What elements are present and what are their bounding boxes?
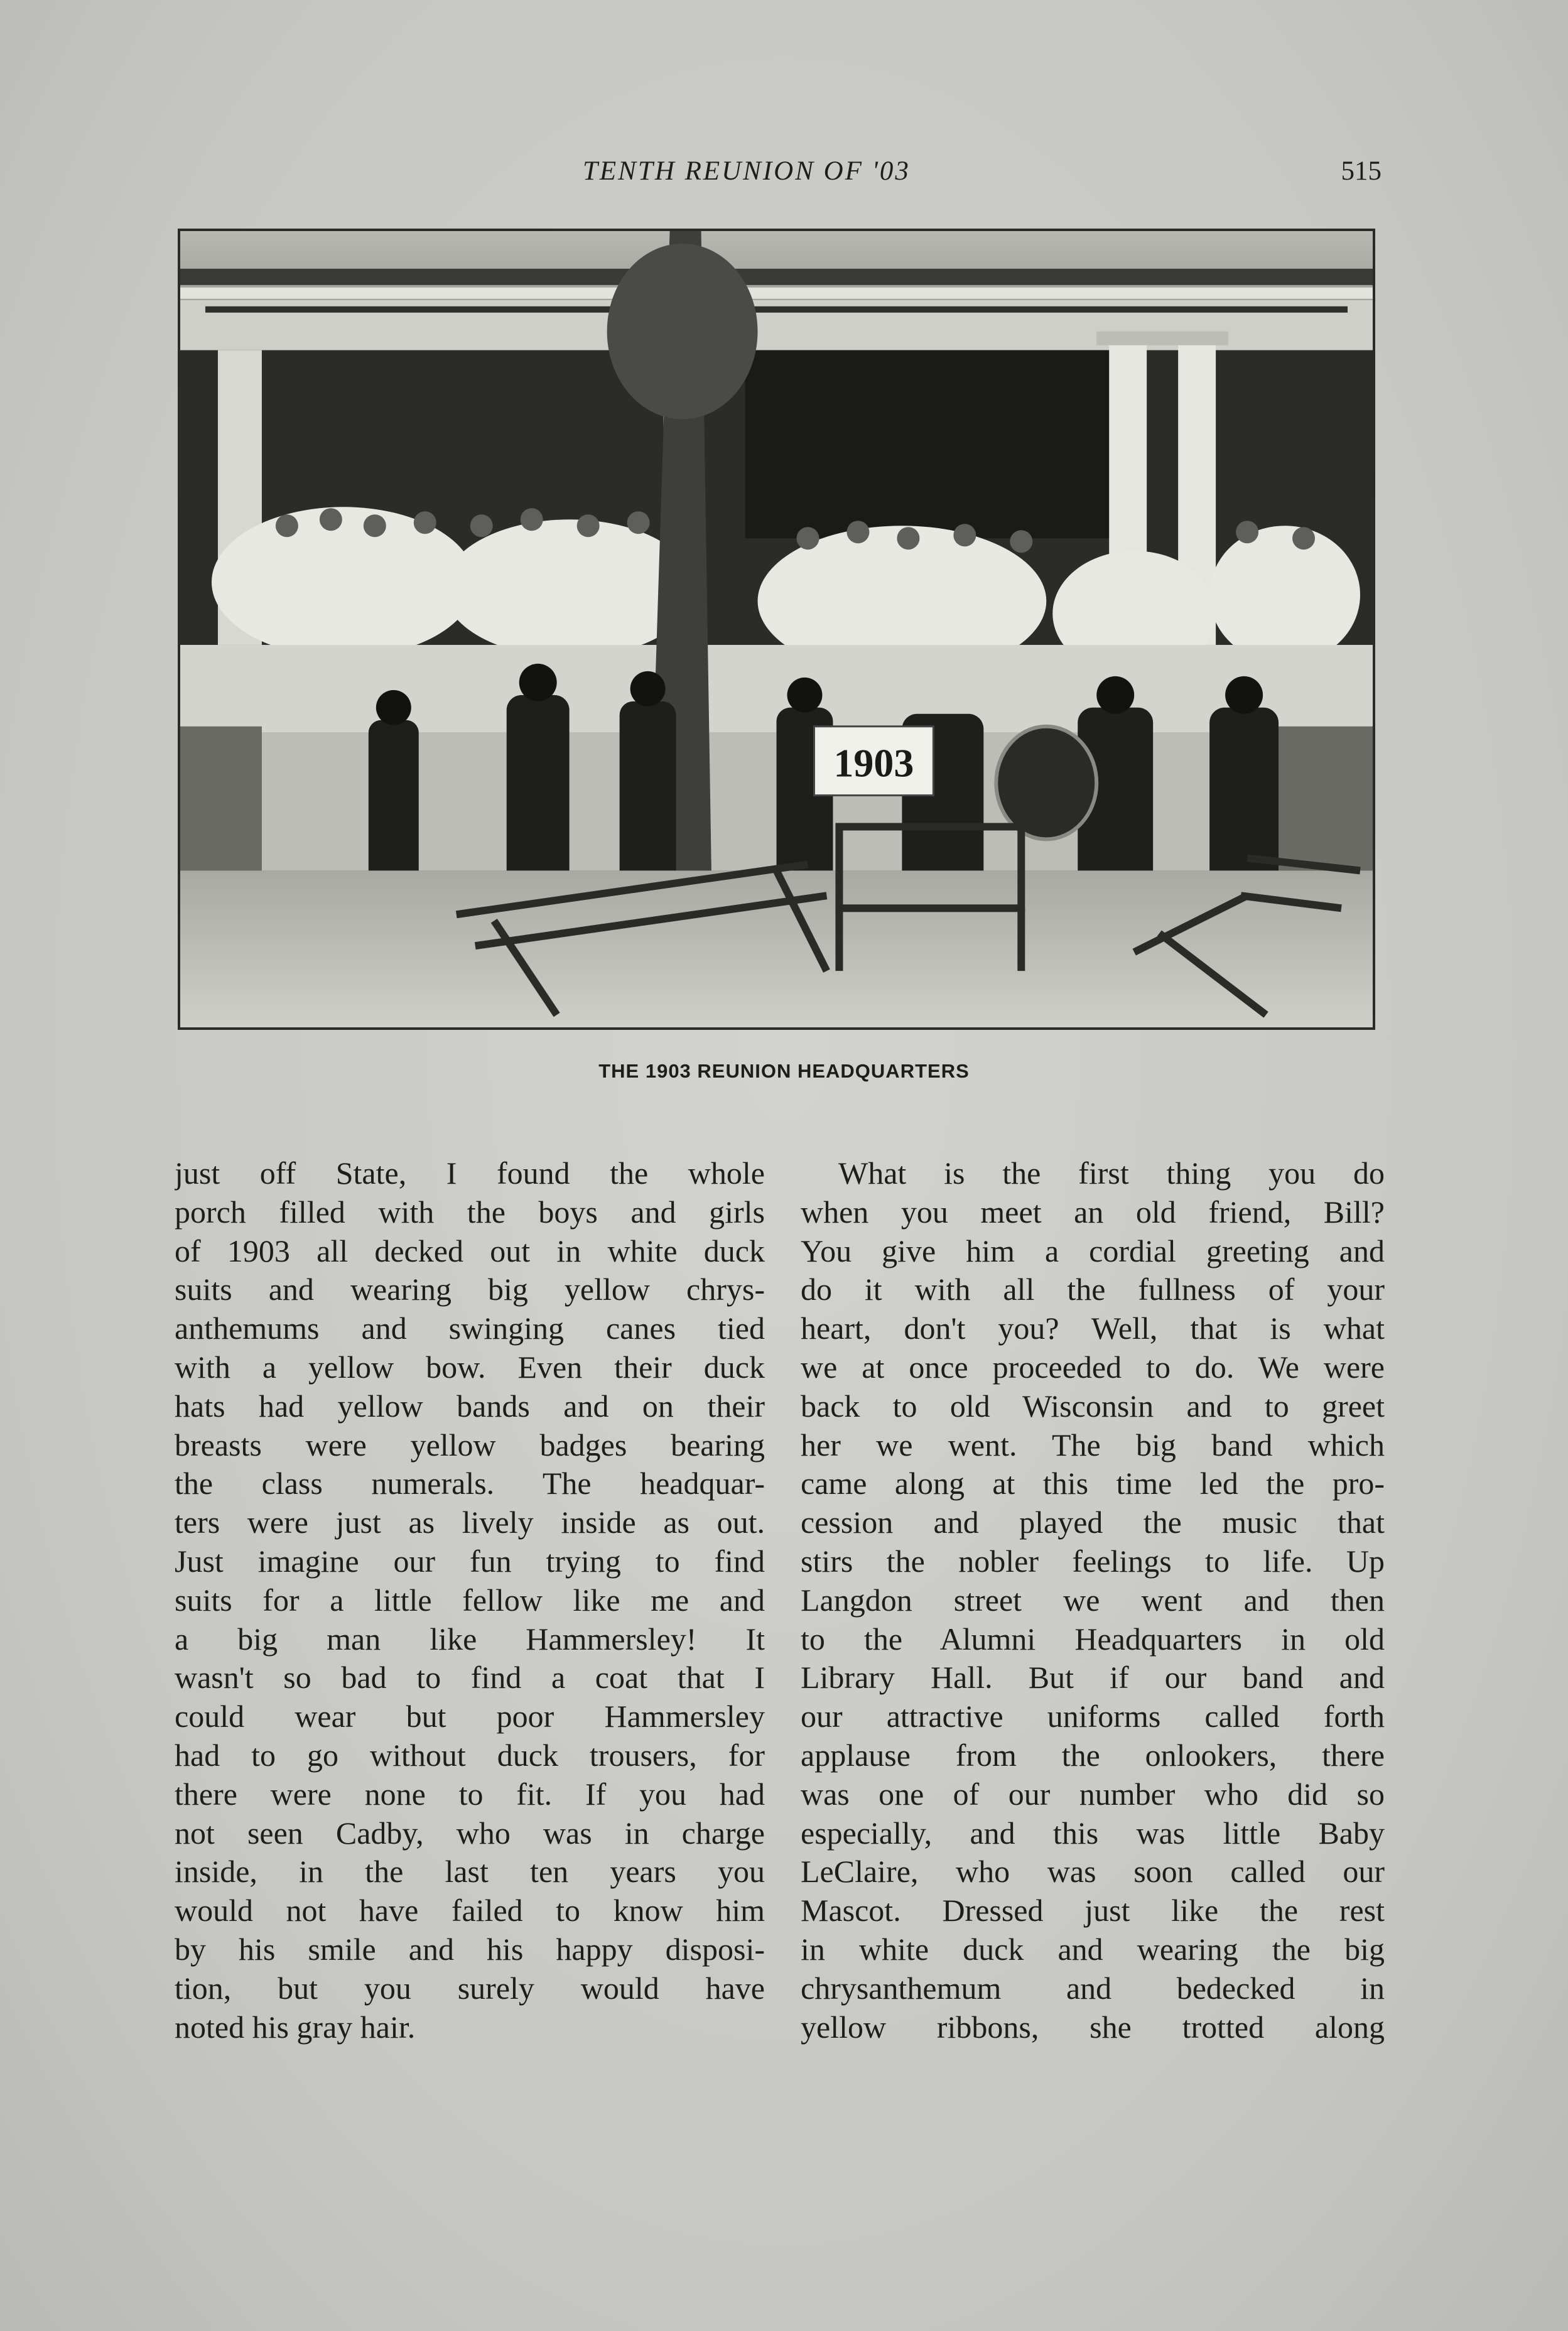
text-line: our attractive uniforms called forth: [801, 1699, 1385, 1734]
text-line: cession and played the music that: [801, 1505, 1385, 1540]
text-line: chrysanthemum and bedecked in: [801, 1970, 1385, 2006]
text-line: yellow ribbons, she trotted along: [801, 2009, 1385, 2045]
text-line: there were none to fit. If you had: [175, 1776, 765, 1812]
text-line: to the Alumni Headquarters in old: [801, 1621, 1385, 1657]
text-line: noted his gray hair.: [175, 2009, 416, 2045]
sign-1903: 1903: [833, 740, 914, 786]
text-line: with a yellow bow. Even their duck: [175, 1349, 765, 1385]
text-line: in white duck and wearing the big: [801, 1931, 1385, 1967]
text-line: came along at this time led the pro-: [801, 1466, 1385, 1501]
text-line: porch filled with the boys and girls: [175, 1194, 765, 1230]
text-line: just off State, I found the whole: [175, 1155, 765, 1191]
text-line: by his smile and his happy disposi-: [175, 1931, 765, 1967]
text-line: applause from the onlookers, there: [801, 1737, 1385, 1773]
text-line: anthemums and swinging canes tied: [175, 1311, 765, 1346]
right-column: [801, 1154, 1385, 2047]
running-title: TENTH REUNION OF '03: [583, 156, 911, 186]
text-line: suits and wearing big yellow chrys-: [175, 1272, 765, 1307]
text-line: not seen Cadby, who was in charge: [175, 1815, 765, 1851]
text-line: What is the first thing you do: [838, 1155, 1385, 1191]
reunion-photograph: [178, 229, 1375, 1030]
text-line: would not have failed to know him: [175, 1893, 765, 1928]
page-number: 515: [1341, 156, 1381, 186]
text-line: LeClaire, who was soon called our: [801, 1854, 1385, 1890]
text-line: her we went. The big band which: [801, 1427, 1385, 1463]
text-line: do it with all the fullness of your: [801, 1272, 1385, 1307]
text-line: stirs the nobler feelings to life. Up: [801, 1543, 1385, 1579]
text-line: tion, but you surely would have: [175, 1970, 765, 2006]
text-line: breasts were yellow badges bearing: [175, 1427, 765, 1463]
text-line: Mascot. Dressed just like the rest: [801, 1893, 1385, 1928]
text-line: back to old Wisconsin and to greet: [801, 1388, 1385, 1424]
text-line: Library Hall. But if our band and: [801, 1660, 1385, 1696]
text-line: a big man like Hammersley! It: [175, 1621, 765, 1657]
text-line: when you meet an old friend, Bill?: [801, 1194, 1385, 1230]
text-line: inside, in the last ten years you: [175, 1854, 765, 1890]
text-line: we at once proceeded to do. We were: [801, 1349, 1385, 1385]
text-line: Langdon street we went and then: [801, 1582, 1385, 1618]
left-column: [175, 1154, 765, 2047]
text-line: could wear but poor Hammersley: [175, 1699, 765, 1734]
figure-caption: THE 1903 REUNION HEADQUARTERS: [598, 1060, 970, 1082]
text-line: suits for a little fellow like me and: [175, 1582, 765, 1618]
text-line: had to go without duck trousers, for: [175, 1737, 765, 1773]
text-line: Just imagine our fun trying to find: [175, 1543, 765, 1579]
text-line: was one of our number who did so: [801, 1776, 1385, 1812]
text-line: wasn't so bad to find a coat that I: [175, 1660, 765, 1696]
text-line: hats had yellow bands and on their: [175, 1388, 765, 1424]
text-line: of 1903 all decked out in white duck: [175, 1233, 765, 1268]
text-line: especially, and this was little Baby: [801, 1815, 1385, 1851]
text-line: You give him a cordial greeting and: [801, 1233, 1385, 1268]
text-line: heart, don't you? Well, that is what: [801, 1311, 1385, 1346]
text-line: the class numerals. The headquar-: [175, 1466, 765, 1501]
running-head: [176, 156, 1381, 193]
photo-illustration: [180, 231, 1373, 1027]
text-line: ters were just as lively inside as out.: [175, 1505, 765, 1540]
